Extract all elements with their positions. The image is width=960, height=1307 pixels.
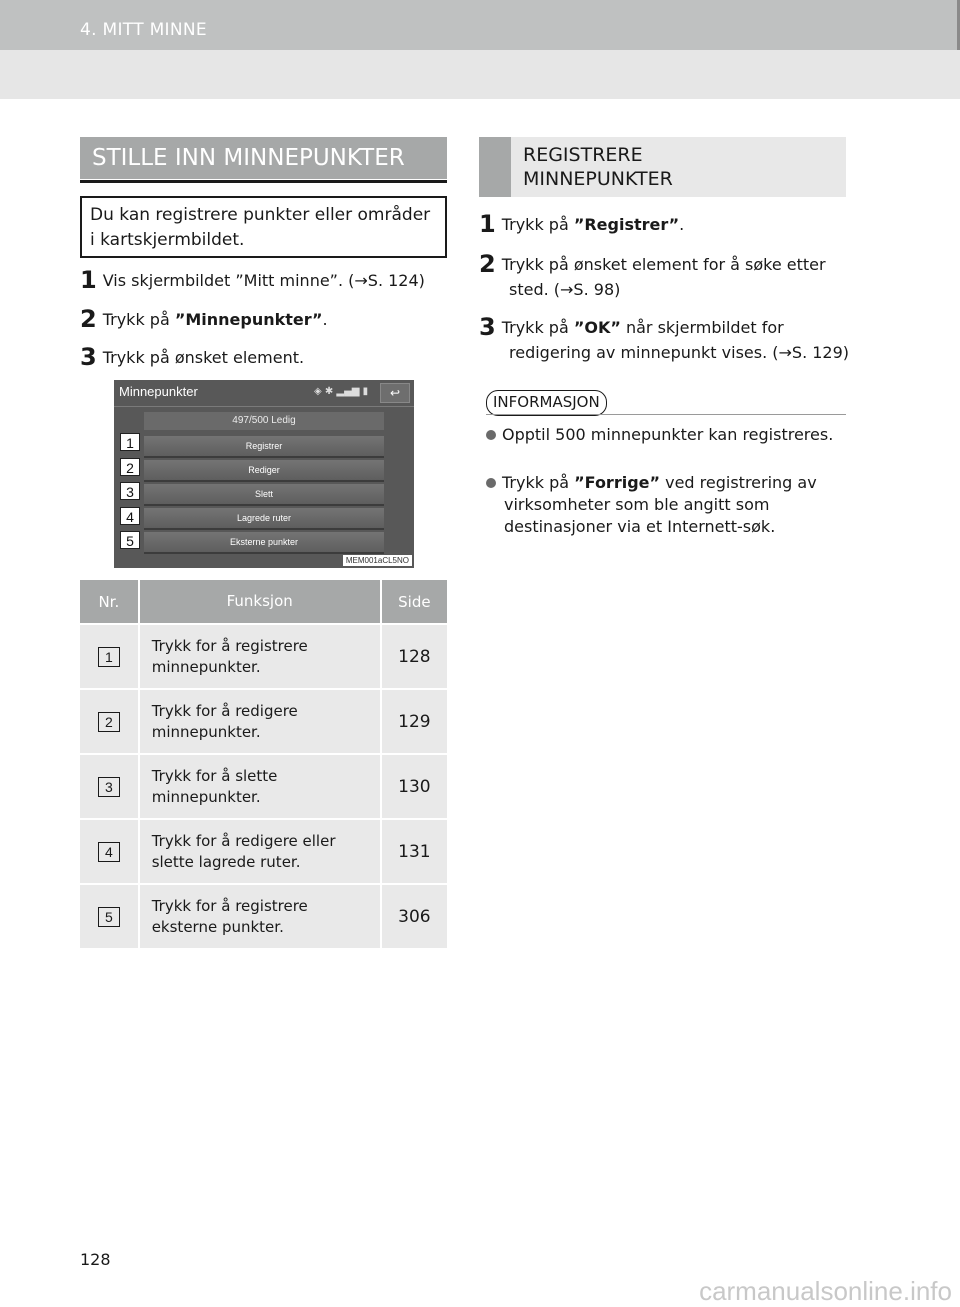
row-number: 4 — [98, 842, 120, 862]
info-divider — [486, 414, 846, 415]
info-label: INFORMASJON — [486, 390, 607, 416]
row-function: Trykk for å registrere minnepunkter. — [139, 624, 381, 689]
section-title-right: REGISTRERE MINNEPUNKTER — [523, 144, 673, 190]
screen-button-registrer: Registrer — [144, 436, 384, 458]
bullet-text-end: ved registrering av virksomheter som ble angitt som destinasjoner via et Internett-søk. — [504, 473, 817, 536]
callout-marker-4: 4 — [120, 507, 140, 525]
bullet-icon — [486, 478, 496, 488]
callout-marker-2: 2 — [120, 458, 140, 476]
row-function: Trykk for å slette minnepunkter. — [139, 754, 381, 819]
row-number: 3 — [98, 777, 120, 797]
callout-marker-3: 3 — [120, 482, 140, 500]
watermark: carmanualsonline.info — [699, 1276, 952, 1306]
header-sub-bar — [0, 50, 960, 99]
table-row — [80, 624, 447, 689]
row-function: Trykk for å registrere eksterne punkter. — [139, 884, 381, 948]
step-bold-text: ”Minnepunkter” — [174, 310, 323, 329]
info-bullet-1 — [486, 424, 854, 446]
bullet-icon — [486, 430, 496, 440]
step-text-end: når skjermbildet for redigering av minnepunkt vises. (→S. 129) — [509, 318, 850, 362]
image-code: MEM001aCL5NO — [343, 555, 412, 566]
screen-button-rediger: Rediger — [144, 460, 384, 482]
row-page: 130 — [381, 754, 447, 819]
col-header-nr: Nr. — [80, 580, 139, 624]
row-page: 128 — [381, 624, 447, 689]
callout-marker-1: 1 — [120, 433, 140, 451]
row-number: 2 — [98, 712, 120, 732]
step-number: 3 — [80, 343, 97, 371]
table-header-row — [80, 580, 447, 624]
table-row — [80, 754, 447, 819]
section-accent-bar — [479, 137, 511, 197]
section-title-right-block — [479, 137, 846, 197]
intro-box: Du kan registrere punkter eller områder i kartskjermbildet. — [80, 196, 447, 258]
step-text: Trykk på — [501, 215, 574, 234]
table-row — [80, 819, 447, 884]
bullet-text: Trykk på — [502, 473, 575, 492]
chapter-header-bar — [0, 0, 960, 50]
screen-button-lagrede-ruter: Lagrede ruter — [144, 508, 384, 530]
row-number: 5 — [98, 907, 120, 927]
bullet-bold-text: ”Forrige” — [574, 473, 661, 492]
chapter-title: 4. MITT MINNE — [80, 20, 207, 40]
step-number: 3 — [479, 313, 496, 341]
row-number: 1 — [98, 647, 120, 667]
row-page: 129 — [381, 689, 447, 754]
row-page: 306 — [381, 884, 447, 948]
step-text: Trykk på — [501, 318, 574, 337]
callout-marker-5: 5 — [120, 531, 140, 549]
step-bold-text: ”OK” — [573, 318, 621, 337]
bullet-text: Opptil 500 minnepunkter kan registreres. — [502, 425, 834, 444]
table-row — [80, 884, 447, 948]
right-step-2 — [479, 252, 849, 302]
right-step-3 — [479, 315, 849, 365]
step-bold-text: ”Registrer” — [573, 215, 680, 234]
function-table — [80, 580, 447, 948]
left-step-3 — [80, 345, 450, 370]
step-text: Trykk på ønsket element for å søke etter sted. (→S. 98) — [501, 255, 826, 299]
screen-divider — [114, 406, 414, 407]
info-bullet-2 — [486, 472, 854, 538]
screen-button-eksterne-punkter: Eksterne punkter — [144, 532, 384, 554]
col-header-side: Side — [381, 580, 447, 624]
table-row — [80, 689, 447, 754]
step-number: 2 — [80, 305, 97, 333]
step-text-end: . — [679, 215, 685, 234]
row-page: 131 — [381, 819, 447, 884]
back-icon: ↩ — [380, 383, 410, 403]
capacity-indicator: 497/500 Ledig — [144, 412, 384, 430]
step-text: Trykk på ønsket element. — [102, 348, 305, 367]
section-title-left: STILLE INN MINNEPUNKTER — [80, 137, 447, 179]
step-number: 1 — [479, 210, 496, 238]
col-header-funksjon: Funksjon — [139, 580, 381, 624]
device-screenshot — [114, 380, 414, 568]
row-function: Trykk for å redigere minnepunkter. — [139, 689, 381, 754]
row-function: Trykk for å redigere eller slette lagrede ruter. — [139, 819, 381, 884]
screen-title: Minnepunkter — [119, 384, 198, 399]
status-icons: ◈ ✱ ▂▄▆ ▮ — [314, 386, 369, 397]
step-number: 2 — [479, 250, 496, 278]
step-text-end: . — [322, 310, 328, 329]
left-step-1 — [80, 268, 450, 293]
screen-button-slett: Slett — [144, 484, 384, 506]
step-number: 1 — [80, 266, 97, 294]
step-text: Trykk på — [102, 310, 175, 329]
left-step-2 — [80, 307, 450, 332]
right-step-1 — [479, 212, 849, 237]
page-number: 128 — [80, 1250, 111, 1269]
step-text: Vis skjermbildet ”Mitt minne”. (→S. 124) — [102, 271, 425, 290]
